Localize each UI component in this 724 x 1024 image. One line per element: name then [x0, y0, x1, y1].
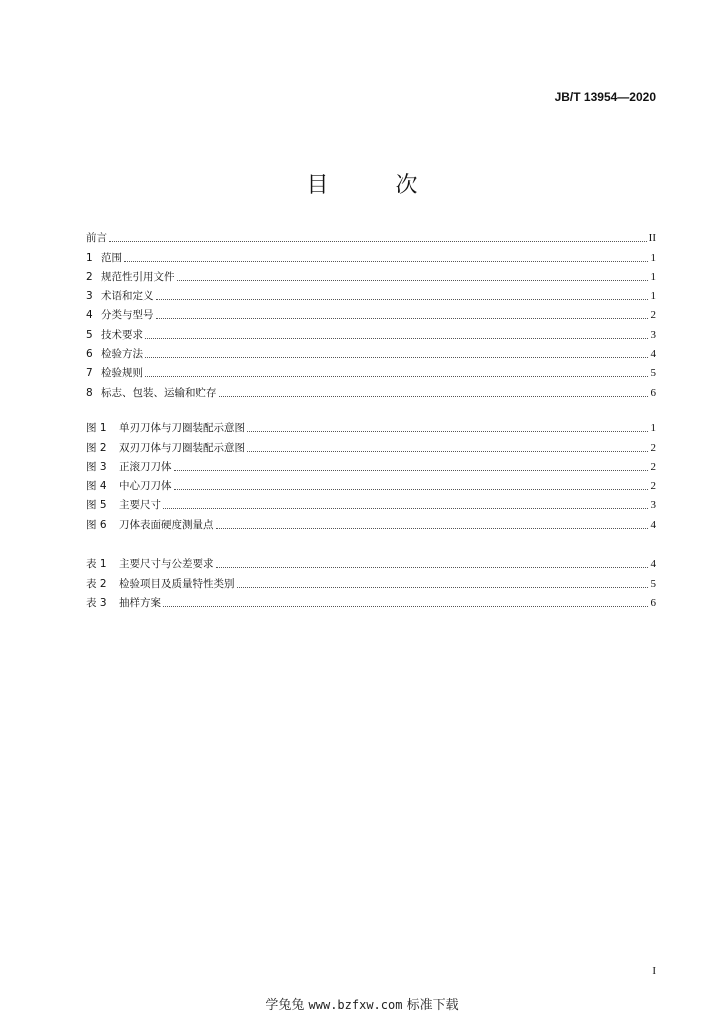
toc-entry-number: 2 — [86, 270, 93, 283]
toc-entry-page: 2 — [650, 309, 656, 322]
toc-entry-page: 4 — [650, 348, 656, 361]
page-number: I — [652, 965, 656, 977]
toc-entry-label: 规范性引用文件 — [101, 270, 175, 283]
dot-leader — [145, 375, 648, 377]
toc-entry-number: 图 3 — [86, 460, 107, 473]
toc-entry-page: 1 — [650, 270, 656, 283]
toc-entry-label: 检验项目及质量特性类别 — [119, 577, 235, 590]
toc-entry-number: 表 1 — [86, 558, 107, 571]
toc-entry-scope[interactable] — [86, 245, 656, 264]
dot-leader — [247, 430, 648, 432]
toc-entry-label: 范围 — [101, 251, 122, 264]
toc-figure-entry[interactable] — [86, 435, 656, 454]
toc-entry-number: 表 2 — [86, 577, 107, 590]
dot-leader — [174, 469, 649, 471]
footer-url[interactable]: www.bzfxw.com — [308, 998, 403, 1012]
toc-entry-normative-references[interactable] — [86, 265, 656, 284]
toc-figure-entry[interactable] — [86, 416, 656, 435]
toc-table-entry[interactable] — [86, 571, 656, 590]
toc-figure-entry[interactable] — [86, 474, 656, 493]
toc-entry-page: 5 — [650, 367, 656, 380]
toc-entry-number: 表 3 — [86, 596, 107, 609]
dot-leader — [145, 356, 648, 358]
toc-tables — [86, 552, 656, 610]
footer-tagline: 标准下载 — [406, 998, 459, 1013]
toc-figure-entry[interactable] — [86, 455, 656, 474]
toc-table-entry[interactable] — [86, 552, 656, 571]
toc-entry-label: 前言 — [86, 232, 107, 245]
toc-entry-page: 1 — [650, 422, 656, 435]
toc-entry-test-methods[interactable] — [86, 342, 656, 361]
toc-entry-label: 抽样方案 — [119, 596, 161, 609]
toc-entry-inspection-rules[interactable] — [86, 361, 656, 380]
dot-leader — [237, 586, 649, 588]
toc-entry-label: 标志、包装、运输和贮存 — [101, 386, 217, 399]
toc-figures — [86, 416, 656, 532]
toc-entry-page: 2 — [650, 441, 656, 454]
toc-entry-page: 1 — [650, 290, 656, 303]
toc-entry-label: 中心刀刀体 — [119, 480, 172, 493]
toc-entry-number: 3 — [86, 290, 93, 303]
toc-entry-label: 检验方法 — [101, 348, 143, 361]
toc-entry-number: 8 — [86, 386, 93, 399]
toc-entry-number: 图 5 — [86, 499, 107, 512]
toc-figure-entry[interactable] — [86, 493, 656, 512]
toc-figure-entry[interactable] — [86, 512, 656, 531]
toc-entry-number: 图 6 — [86, 518, 107, 531]
dot-leader — [177, 279, 649, 281]
toc-entry-page: 5 — [650, 577, 656, 590]
toc-entry-number: 图 2 — [86, 441, 107, 454]
toc-entry-label: 双刃刀体与刀圈装配示意图 — [119, 441, 245, 454]
footer-watermark — [0, 994, 724, 1013]
toc-entry-page: 2 — [650, 460, 656, 473]
toc-entry-page: 3 — [650, 499, 656, 512]
toc-entry-number: 6 — [86, 348, 93, 361]
toc-entry-number: 图 4 — [86, 480, 107, 493]
toc-entry-number: 1 — [86, 251, 93, 264]
toc-entry-number: 4 — [86, 309, 93, 322]
toc-entry-label: 检验规则 — [101, 367, 143, 380]
toc-entry-page: 3 — [650, 328, 656, 341]
toc-entry-label: 单刃刀体与刀圈装配示意图 — [119, 422, 245, 435]
dot-leader — [156, 317, 649, 319]
toc-entry-page: 6 — [650, 386, 656, 399]
toc-entry-page: 1 — [650, 251, 656, 264]
toc-entry-page: II — [648, 232, 656, 245]
toc-entry-page: 6 — [650, 596, 656, 609]
toc-entry-label: 术语和定义 — [101, 290, 154, 303]
toc-entry-label: 正滚刀刀体 — [119, 460, 172, 473]
dot-leader — [174, 488, 649, 490]
dot-leader — [216, 527, 649, 529]
toc-entry-classification[interactable] — [86, 303, 656, 322]
toc-entry-label: 主要尺寸 — [119, 499, 161, 512]
dot-leader — [216, 566, 649, 568]
toc-entry-label: 主要尺寸与公差要求 — [119, 558, 214, 571]
dot-leader — [247, 450, 648, 452]
dot-leader — [219, 395, 649, 397]
toc-entry-foreword[interactable] — [86, 226, 656, 245]
dot-leader — [156, 298, 649, 300]
toc-entry-marking-packaging[interactable] — [86, 380, 656, 399]
toc-entry-label: 分类与型号 — [101, 309, 154, 322]
standard-code: JB/T 13954—2020 — [554, 90, 656, 104]
footer-site-name: 学兔兔 — [265, 998, 305, 1013]
dot-leader — [163, 605, 648, 607]
dot-leader — [124, 260, 648, 262]
dot-leader — [163, 507, 648, 509]
toc-sections — [86, 226, 656, 400]
toc-entry-number: 5 — [86, 328, 93, 341]
toc-entry-number: 7 — [86, 367, 93, 380]
toc-entry-page: 4 — [650, 558, 656, 571]
toc-entry-requirements[interactable] — [86, 322, 656, 341]
toc-entry-page: 4 — [650, 518, 656, 531]
toc-entry-page: 2 — [650, 480, 656, 493]
toc-entry-number: 图 1 — [86, 422, 107, 435]
toc-entry-label: 技术要求 — [101, 328, 143, 341]
page-title: 目 次 — [306, 173, 448, 198]
dot-leader — [145, 337, 648, 339]
toc-entry-terms[interactable] — [86, 284, 656, 303]
toc-entry-label: 刀体表面硬度测量点 — [119, 518, 214, 531]
dot-leader — [109, 240, 647, 242]
toc-table-entry[interactable] — [86, 591, 656, 610]
